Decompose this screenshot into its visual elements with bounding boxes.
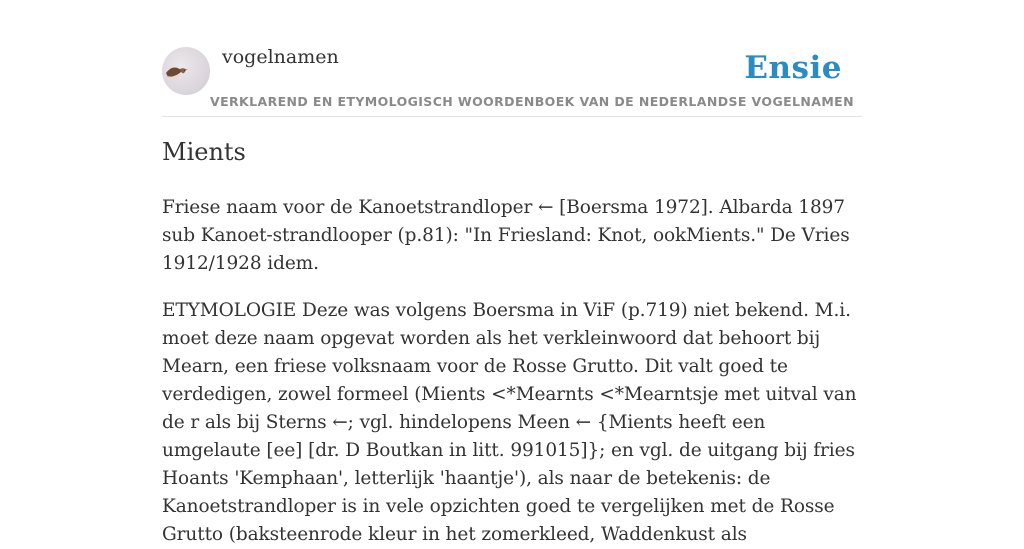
article-title: Mients bbox=[162, 138, 246, 166]
article-paragraph: ETYMOLOGIE Deze was volgens Boersma in ViF (p.719) niet bekend. M.i. moet deze naam opgevat worden als het verkleinwoord dat behoort bij Mearn, een friese volksnaam voor de Rosse Grutto. Dit valt goed te verdedigen, zowel formeel (Mients <*Mearnts <*Mearntsje met uitval van de r als bij Sterns ←; vgl. hindelopens Meen ← {Mients heeft een umgelaute [ee] [dr. D Boutkan in litt. 991015]}; en vgl. de uitgang bij fries Hoants 'Kemphaan', letterlijk 'haantje'), als naar de betekenis: de Kanoetstrandloper is in vele opzichten goed te vergelijken met de Rosse Grutto (baksteenrode kleur in het zomerkleed, Waddenkust als bbox=[162, 300, 857, 545]
article bbox=[162, 138, 862, 549]
site-name-link[interactable]: vogelnamen bbox=[222, 46, 339, 68]
site-header bbox=[162, 40, 862, 117]
article-paragraph: Friese naam voor de Kanoetstrandloper ← [Boersma 1972]. Albarda 1897 sub Kanoet-strandlooper (p.81): "In Friesland: Knot, ookMients." De Vries 1912/1928 idem. bbox=[162, 197, 850, 274]
bird-photo-icon[interactable] bbox=[162, 47, 210, 95]
brand-logo[interactable]: Ensie bbox=[744, 50, 842, 86]
site-tagline: VERKLAREND EN ETYMOLOGISCH WOORDENBOEK VAN DE NEDERLANDSE VOGELNAMEN bbox=[210, 94, 854, 109]
